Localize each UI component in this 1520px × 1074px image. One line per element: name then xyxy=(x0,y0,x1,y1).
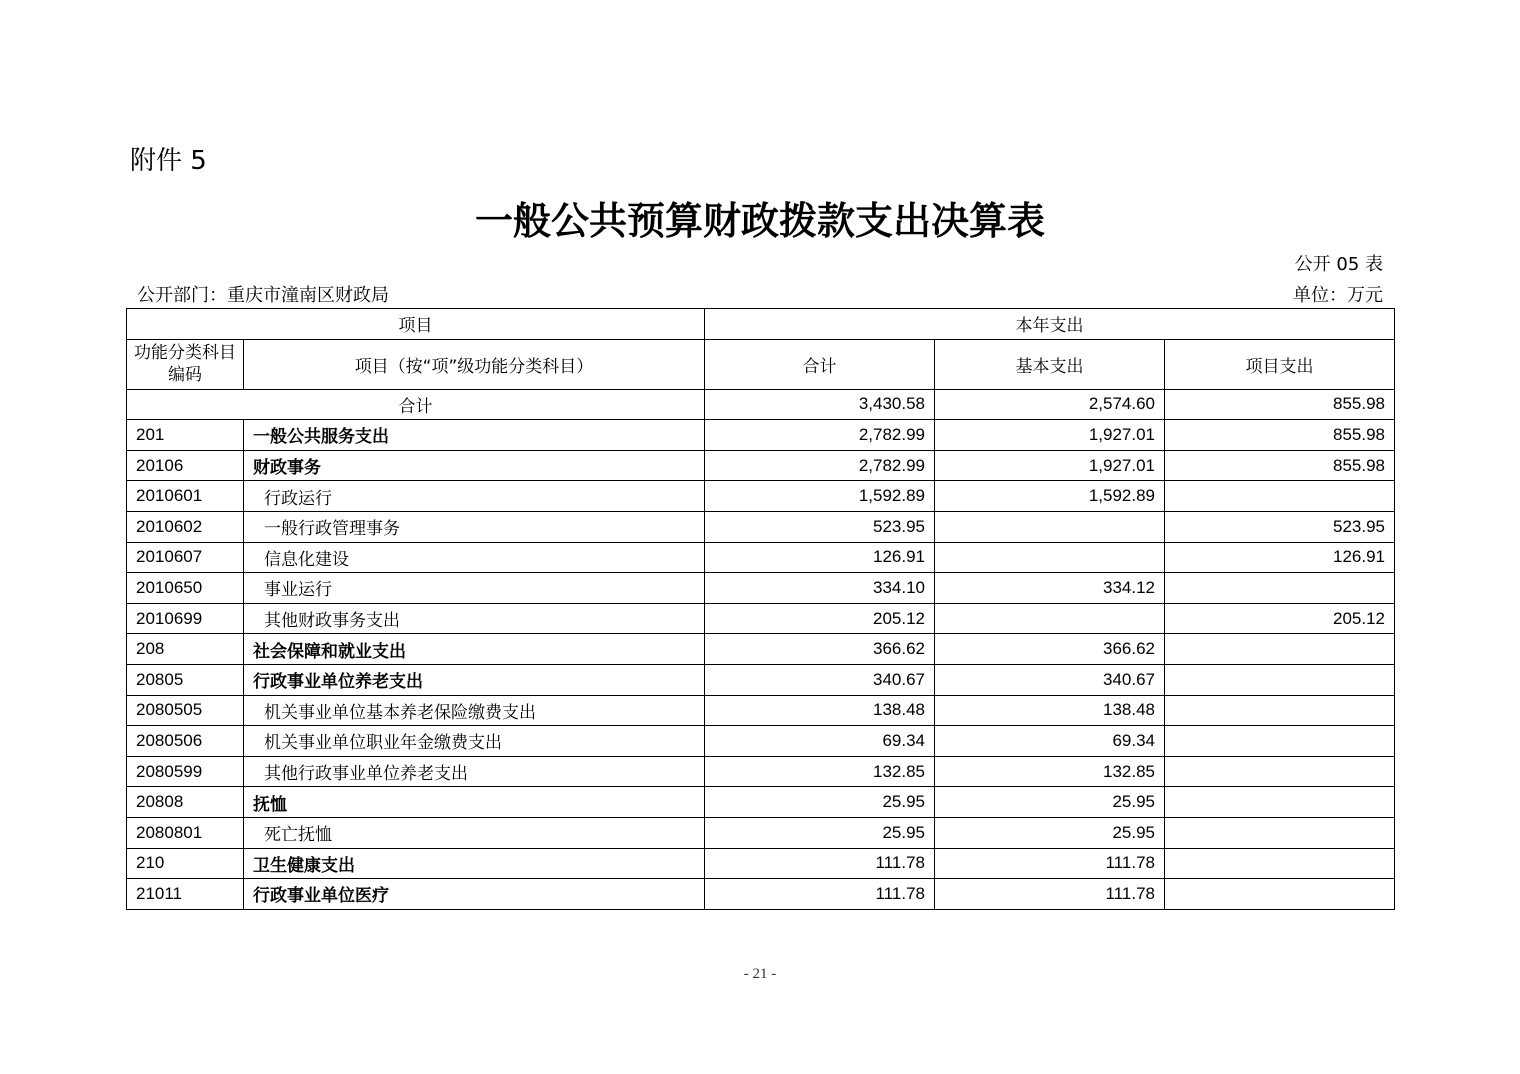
row-name: 其他财政事务支出 xyxy=(244,603,705,634)
row-basic: 69.34 xyxy=(935,726,1165,757)
row-total: 205.12 xyxy=(705,603,935,634)
row-name: 事业运行 xyxy=(244,573,705,604)
table-number: 公开 05 表 xyxy=(1294,254,1383,275)
row-name: 机关事业单位基本养老保险缴费支出 xyxy=(244,695,705,726)
header-project: 项目支出 xyxy=(1165,339,1395,389)
row-code: 2080506 xyxy=(127,726,244,757)
row-project xyxy=(1165,573,1395,604)
row-total: 1,592.89 xyxy=(705,481,935,512)
row-basic: 366.62 xyxy=(935,634,1165,665)
total-row-basic: 2,574.60 xyxy=(935,389,1165,420)
row-name: 抚恤 xyxy=(244,787,705,818)
row-basic: 111.78 xyxy=(935,848,1165,879)
row-total: 523.95 xyxy=(705,511,935,542)
header-code: 功能分类科目编码 xyxy=(127,339,244,389)
row-code: 2010699 xyxy=(127,603,244,634)
total-row xyxy=(127,389,1395,420)
table-row xyxy=(127,511,1395,542)
row-basic xyxy=(935,603,1165,634)
row-basic: 334.12 xyxy=(935,573,1165,604)
row-code: 210 xyxy=(127,848,244,879)
table-row xyxy=(127,756,1395,787)
header-row-2 xyxy=(127,339,1395,389)
row-basic: 25.95 xyxy=(935,817,1165,848)
row-project: 855.98 xyxy=(1165,420,1395,451)
row-code: 2080599 xyxy=(127,756,244,787)
row-code: 2010601 xyxy=(127,481,244,512)
row-code: 208 xyxy=(127,634,244,665)
unit-label: 单位：万元 xyxy=(1293,285,1383,306)
row-name: 卫生健康支出 xyxy=(244,848,705,879)
row-name: 一般行政管理事务 xyxy=(244,511,705,542)
row-project xyxy=(1165,695,1395,726)
row-project xyxy=(1165,726,1395,757)
row-name: 其他行政事业单位养老支出 xyxy=(244,756,705,787)
header-year-expense: 本年支出 xyxy=(705,309,1395,340)
table-row xyxy=(127,573,1395,604)
row-project xyxy=(1165,481,1395,512)
row-total: 25.95 xyxy=(705,817,935,848)
row-name: 死亡抚恤 xyxy=(244,817,705,848)
row-total: 111.78 xyxy=(705,848,935,879)
row-project xyxy=(1165,664,1395,695)
total-row-total: 3,430.58 xyxy=(705,389,935,420)
row-name: 一般公共服务支出 xyxy=(244,420,705,451)
row-code: 20106 xyxy=(127,450,244,481)
row-name: 社会保障和就业支出 xyxy=(244,634,705,665)
expense-table xyxy=(126,308,1395,910)
page-number: - 21 - xyxy=(743,966,777,982)
row-total: 2,782.99 xyxy=(705,450,935,481)
row-basic xyxy=(935,511,1165,542)
department-label: 公开部门：重庆市潼南区财政局 xyxy=(137,285,389,306)
row-project: 523.95 xyxy=(1165,511,1395,542)
row-total: 132.85 xyxy=(705,756,935,787)
table-row xyxy=(127,695,1395,726)
row-code: 2080801 xyxy=(127,817,244,848)
table-row xyxy=(127,481,1395,512)
row-name: 财政事务 xyxy=(244,450,705,481)
row-total: 334.10 xyxy=(705,573,935,604)
table-row xyxy=(127,420,1395,451)
row-basic: 132.85 xyxy=(935,756,1165,787)
row-basic: 340.67 xyxy=(935,664,1165,695)
row-total: 69.34 xyxy=(705,726,935,757)
row-code: 20805 xyxy=(127,664,244,695)
row-project: 126.91 xyxy=(1165,542,1395,573)
header-item-group: 项目 xyxy=(127,309,705,340)
header-name: 项目（按“项”级功能分类科目） xyxy=(244,339,705,389)
row-project xyxy=(1165,787,1395,818)
header-row-1 xyxy=(127,309,1395,340)
row-name: 行政运行 xyxy=(244,481,705,512)
table-row xyxy=(127,542,1395,573)
row-code: 2010602 xyxy=(127,511,244,542)
row-total: 138.48 xyxy=(705,695,935,726)
table-row xyxy=(127,879,1395,910)
row-name: 行政事业单位医疗 xyxy=(244,879,705,910)
table-row xyxy=(127,603,1395,634)
table-row xyxy=(127,817,1395,848)
row-basic: 25.95 xyxy=(935,787,1165,818)
row-name: 机关事业单位职业年金缴费支出 xyxy=(244,726,705,757)
row-total: 126.91 xyxy=(705,542,935,573)
row-name: 信息化建设 xyxy=(244,542,705,573)
table-row xyxy=(127,664,1395,695)
row-total: 340.67 xyxy=(705,664,935,695)
table-row xyxy=(127,726,1395,757)
row-code: 20808 xyxy=(127,787,244,818)
row-project xyxy=(1165,817,1395,848)
row-basic: 138.48 xyxy=(935,695,1165,726)
row-project xyxy=(1165,634,1395,665)
table-row xyxy=(127,848,1395,879)
row-basic: 111.78 xyxy=(935,879,1165,910)
row-project xyxy=(1165,848,1395,879)
table-row xyxy=(127,787,1395,818)
header-total: 合计 xyxy=(705,339,935,389)
row-total: 111.78 xyxy=(705,879,935,910)
row-code: 2080505 xyxy=(127,695,244,726)
row-name: 行政事业单位养老支出 xyxy=(244,664,705,695)
page-title: 一般公共预算财政拨款支出决算表 xyxy=(474,201,1045,243)
row-code: 2010650 xyxy=(127,573,244,604)
row-total: 25.95 xyxy=(705,787,935,818)
row-basic: 1,927.01 xyxy=(935,450,1165,481)
row-project: 855.98 xyxy=(1165,450,1395,481)
row-project xyxy=(1165,756,1395,787)
row-project xyxy=(1165,879,1395,910)
row-basic: 1,927.01 xyxy=(935,420,1165,451)
row-basic: 1,592.89 xyxy=(935,481,1165,512)
table-row xyxy=(127,450,1395,481)
row-code: 2010607 xyxy=(127,542,244,573)
row-code: 201 xyxy=(127,420,244,451)
row-project: 205.12 xyxy=(1165,603,1395,634)
row-total: 2,782.99 xyxy=(705,420,935,451)
row-code: 21011 xyxy=(127,879,244,910)
row-basic xyxy=(935,542,1165,573)
total-row-label: 合计 xyxy=(127,389,705,420)
table-row xyxy=(127,634,1395,665)
total-row-project: 855.98 xyxy=(1165,389,1395,420)
header-basic: 基本支出 xyxy=(935,339,1165,389)
attachment-label: 附件 5 xyxy=(130,146,207,176)
row-total: 366.62 xyxy=(705,634,935,665)
